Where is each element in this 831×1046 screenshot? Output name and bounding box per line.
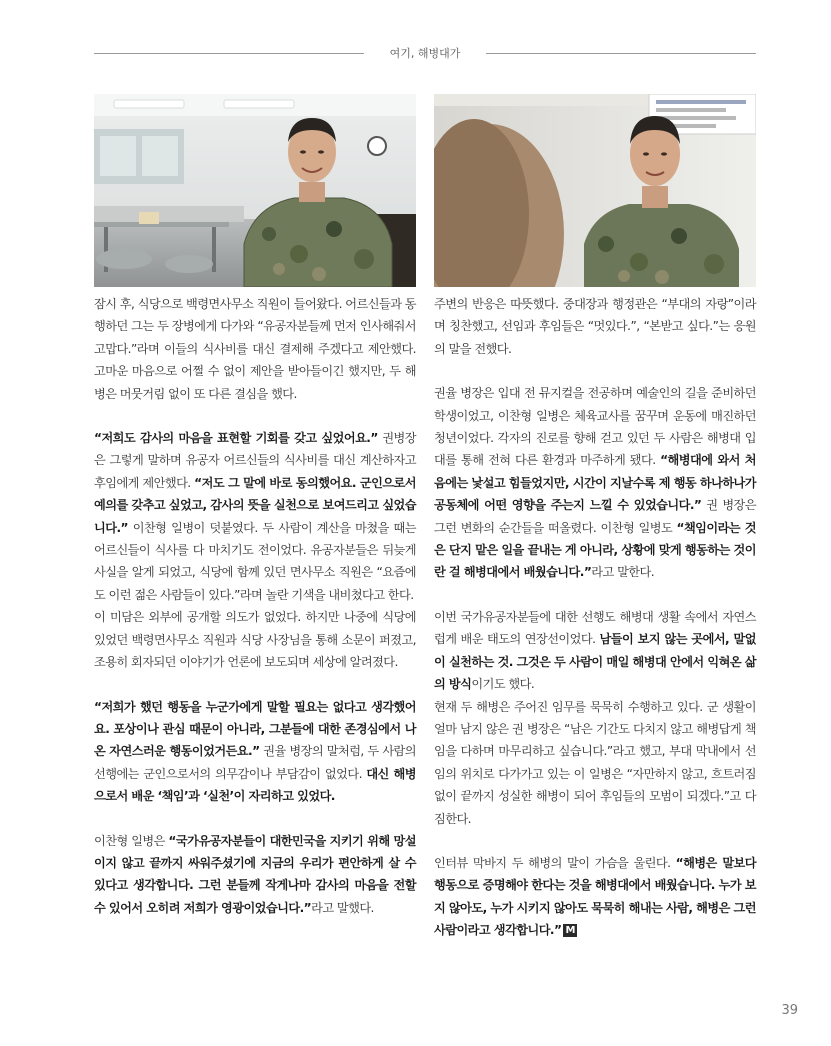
- text-run: 이 미담은 외부에 공개할 의도가 없었다. 하지만 나중에 식당에 있었던 백령면사무소 직원과 식당 사장님을 통해 소문이 퍼졌고, 조용히 회자되던 이야기가 언론에 보도되며 세상에 알려졌다.: [94, 610, 416, 670]
- quote-text: “해병대에 와서 처음에는 낯설고 힘들었지만, 시간이 지날수록 제 행동 하나하나가 공동체에 어떤 영향을 주는지 느낄 수 있었습니다.”: [434, 453, 756, 513]
- text-run: 이번 국가유공자분들에 대한 선행도 해병대 생활 속에서 자연스럽게 배운 태도의 연장선이었다.: [434, 609, 756, 647]
- photo-marine-portrait-illustration: [434, 94, 756, 287]
- paragraph: [94, 830, 416, 920]
- emphasis-text: 남들이 보지 않는 곳에서, 말없이 실천하는 것. 그것은 두 사람이 매일 해병대 안에서 익혀온 삶의 방식: [434, 632, 756, 692]
- text-run: 현재 두 해병은 주어진 임무를 묵묵히 수행하고 있다. 군 생활이 얼마 남지 않은 권 병장은 “남은 기간도 다치지 않고 해병답게 책임을 다하며 마무리하고 싶습니다.”라고 했고, 부대 막내에서 선임의 위치로 다가가고 있는 이 일병은 “자만하지 않고, 흐트러짐 없이 끝까지 성실한 해병이 되어 후임들의 모범이 되겠다.”고 다짐한다.: [434, 699, 756, 826]
- paragraph: [434, 293, 756, 360]
- paragraph: [94, 606, 416, 673]
- header-rule-right: [486, 53, 756, 54]
- photo-marine-portrait: [434, 94, 756, 287]
- photo-marine-cafeteria: [94, 94, 416, 287]
- quote-text: “저희도 감사의 마음을 표현할 기회를 갖고 싶었어요.”: [94, 431, 378, 446]
- quote-text: “국가유공자분들이 대한민국을 지키기 위해 망설이지 않고 끝까지 싸워주셨기에 지금의 우리가 편안하게 살 수 있다고 생각합니다. 그런 분들께 작게나마 감사의 마음을 전할 수 있어서 오히려 저희가 영광이었습니다.”: [94, 833, 416, 915]
- text-run: 이찬형 일병이 덧붙였다. 두 사람이 계산을 마쳤을 때는 어르신들이 식사를 다 마치기도 전이었다. 유공자분들은 뒤늦게 사실을 알게 되었고, 식당에 함께 있던 면사무소 직원은 “요즘에도 이런 젊은 사람들이 있다.”라며 놀란 기색을 내비쳤다고 한다.: [94, 520, 416, 602]
- text-run: 권병장은 그렇게 말하며 유공자 어르신들의 식사비를 대신 계산하자고 후임에게 제안했다.: [94, 431, 417, 490]
- paragraph: [434, 382, 756, 584]
- quote-text: “저도 그 말에 바로 동의했어요. 군인으로서 예의를 갖추고 싶었고, 감사의 뜻을 실천으로 보여드리고 싶었습니다.”: [94, 475, 416, 535]
- text-run: 권 병장은 그런 변화의 순간들을 떠올렸다. 이찬형 일병도: [434, 498, 756, 535]
- article-column-left: [94, 293, 416, 919]
- quote-text: “책임이라는 것은 단지 맡은 일을 끝내는 게 아니라, 상황에 맞게 행동하는 것이란 걸 해병대에서 배웠습니다.”: [434, 520, 756, 580]
- paragraph: [434, 606, 756, 696]
- text-run: 권율 병장은 입대 전 뮤지컬을 전공하며 예술인의 길을 준비하던 학생이었고, 이찬형 일병은 체육교사를 꿈꾸며 운동에 매진하던 청년이었다. 각자의 진로를 향해 걷고 있던 두 사람은 해병대 입대를 통해 전혀 다른 환경과 마주하게 됐다.: [434, 386, 756, 468]
- header-rule-left: [94, 53, 364, 54]
- text-run: 라고 말한다.: [591, 565, 655, 580]
- paragraph: [434, 696, 756, 830]
- text-run: 권율 병장의 말처럼, 두 사람의 선행에는 군인으로서의 의무감이나 부담감이 없었다.: [94, 744, 417, 781]
- end-mark: M: [565, 925, 576, 937]
- paragraph: [94, 427, 416, 606]
- paragraph: [94, 293, 416, 405]
- article-column-right: [434, 293, 756, 942]
- running-header: [94, 44, 756, 64]
- paragraph: [434, 852, 756, 942]
- paragraph: [94, 696, 416, 808]
- photo-marine-cafeteria-illustration: [94, 94, 416, 287]
- section-title: 여기, 해병대가: [389, 47, 461, 60]
- page-number: 39: [781, 1003, 798, 1018]
- quote-text: “해병은 말보다 행동으로 증명해야 한다는 것을 해병대에서 배웠습니다. 누가 보지 않아도, 누가 시키지 않아도 묵묵히 해내는 사람, 해병은 그런 사람이라고 생각합니다.”: [434, 855, 756, 938]
- text-run: 이기도 했다.: [471, 677, 535, 692]
- text-run: 이찬형 일병은: [94, 833, 169, 848]
- text-run: 주변의 반응은 따뜻했다. 중대장과 행정관은 “부대의 자랑”이라며 칭찬했고, 선임과 후임들은 “멋있다.”, “본받고 싶다.”는 응원의 말을 전했다.: [434, 297, 756, 356]
- text-run: 인터뷰 막바지 두 해병의 말이 가슴을 울린다.: [434, 855, 676, 870]
- quote-text: “저희가 했던 행동을 누군가에게 말할 필요는 없다고 생각했어요. 포상이나 관심 때문이 아니라, 그분들에 대한 존경심에서 나온 자연스러운 행동이었거든요.”: [94, 699, 416, 759]
- text-run: 라고 말했다.: [311, 900, 374, 915]
- text-run: 잠시 후, 식당으로 백령면사무소 직원이 들어왔다. 어르신들과 동행하던 그는 두 장병에게 다가와 “유공자분들께 먼저 인사해줘서 고맙다.”라며 이들의 식사비를 대신 결제해 주겠다고 제안했다. 고마운 마음으로 어쩔 수 없이 제안을 받아들이긴 했지만, 두 해병은 머뭇거림 없이 또 다른 결심을 했다.: [94, 297, 416, 401]
- emphasis-text: 대신 해병으로서 배운 ‘책임’과 ‘실천’이 자리하고 있었다.: [94, 766, 416, 804]
